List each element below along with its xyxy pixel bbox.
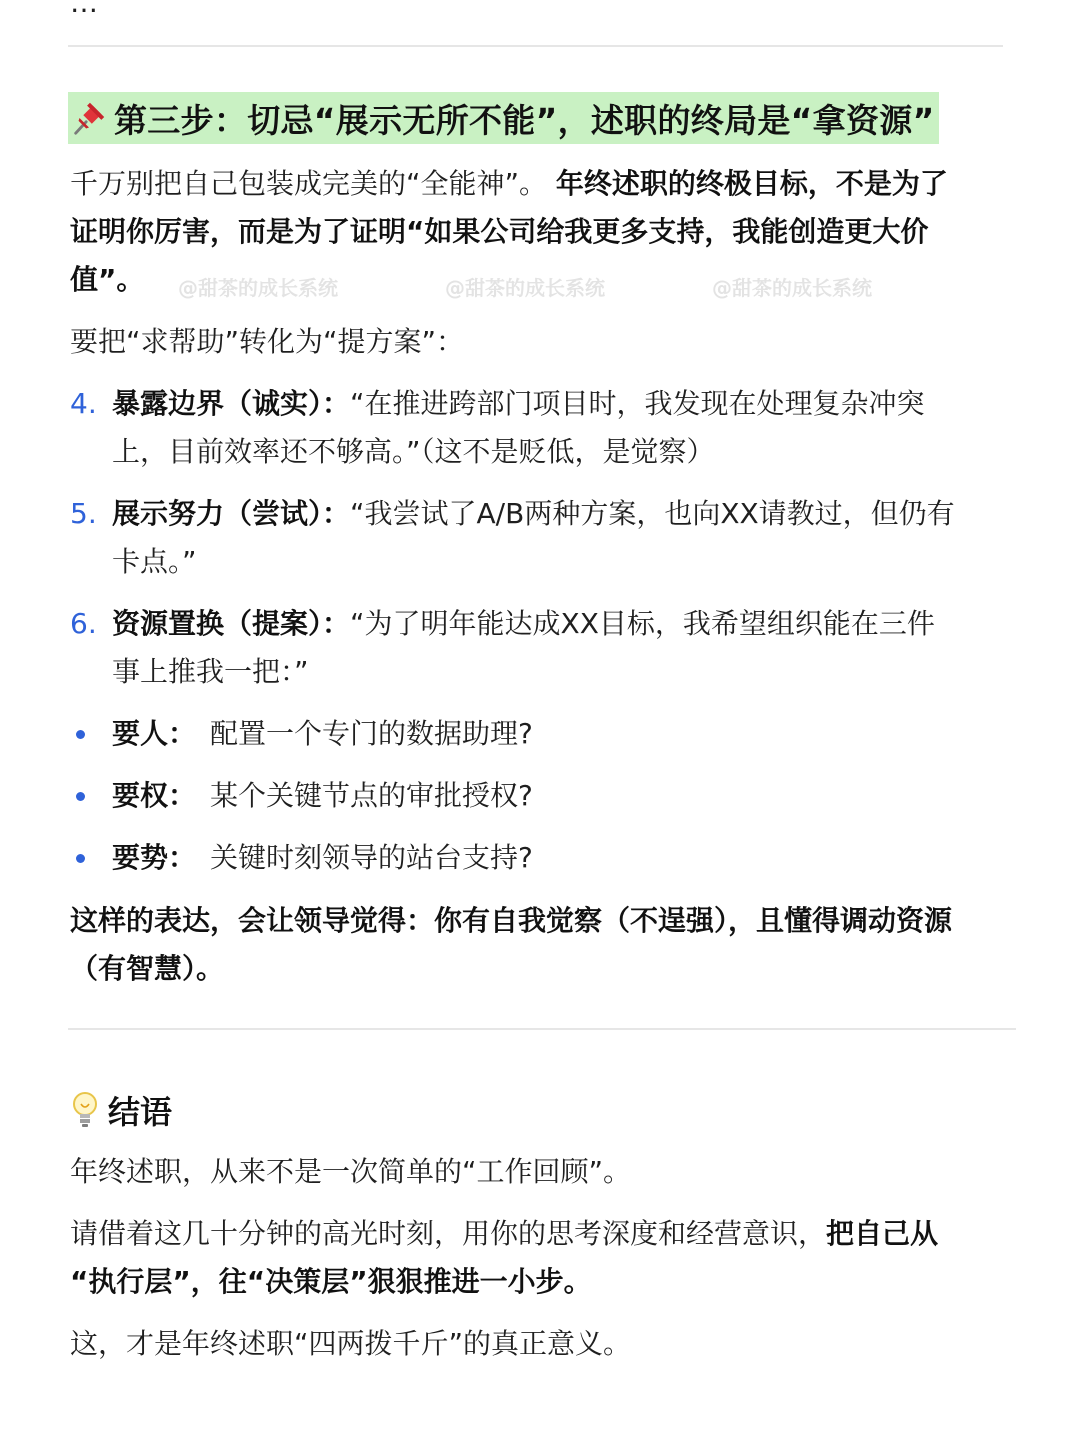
- item-line-1: “我尝试了A/B两种方案，也向XX请教过，但仍有: [350, 497, 955, 530]
- previous-text-fragment: …: [70, 0, 98, 19]
- conclusion-title: 结语: [108, 1093, 173, 1131]
- item-line-1: “在推进跨部门项目时，我发现在处理复杂冲突: [350, 387, 925, 420]
- bullet-label: 要人：: [112, 717, 197, 750]
- watermark-text: @甜茶的成长系统: [712, 276, 872, 300]
- numbered-item: [70, 380, 1015, 476]
- watermark-row: [0, 272, 1080, 304]
- intro-bold-text-3: 值”。: [70, 263, 145, 296]
- bullet-text: [112, 834, 533, 882]
- conclusion-heading: [70, 1086, 172, 1134]
- conclusion-paragraph-3: 这，才是年终述职“四两拨千斤”的真正意义。: [70, 1327, 632, 1360]
- lightbulb-icon: [70, 1090, 100, 1130]
- item-number: 5.: [70, 497, 97, 530]
- conclusion-paragraph-1: 年终述职，从来不是一次简单的“工作回顾”。: [70, 1155, 632, 1188]
- numbered-item: [70, 600, 1015, 696]
- item-number: 4.: [70, 387, 97, 420]
- intro-bold-text-2: 证明你厉害，而是为了证明“如果公司给我更多支持，我能创造更大价: [70, 215, 929, 248]
- intro-bold-text-1: 年终述职的终极目标，不是为了: [555, 167, 948, 200]
- bullet-value: 某个关键节点的审批授权?: [210, 779, 533, 812]
- item-line-2: 上，目前效率还不够高。”（这不是贬低，是觉察）: [112, 435, 715, 468]
- section-heading: 第三步：切忌“展示无所不能”，述职的终局是“拿资源”: [114, 100, 935, 140]
- bullet-value: 关键时刻领导的站台支持?: [210, 841, 533, 874]
- pushpin-icon: [70, 98, 108, 138]
- bullet-label: 要势：: [112, 841, 197, 874]
- bullet-item: [70, 834, 1015, 882]
- item-body: [112, 380, 1012, 476]
- item-line-2: 卡点。”: [112, 545, 197, 578]
- item-title: 资源置换（提案）：: [112, 607, 351, 640]
- transition-paragraph: 要把“求帮助”转化为“提方案”：: [70, 325, 465, 358]
- item-line-1: “为了明年能达成XX目标，我希望组织能在三件: [350, 607, 935, 640]
- bullet-text: [112, 772, 533, 820]
- bullet-value: 配置一个专门的数据助理?: [210, 717, 533, 750]
- divider-top: [68, 45, 1003, 47]
- conclusion-p2-bold-1: 把自己从: [826, 1217, 939, 1250]
- item-title: 暴露边界（诚实）：: [112, 387, 351, 420]
- watermark-text: @甜茶的成长系统: [445, 276, 605, 300]
- conclusion-paragraph-2: [70, 1210, 1015, 1306]
- item-body: [112, 600, 1012, 696]
- summary-paragraph: [70, 897, 1015, 993]
- summary-line-1: 这样的表达，会让领导觉得：你有自我觉察（不逞强），且懂得调动资源: [70, 904, 953, 937]
- bullet-dot: [76, 792, 85, 801]
- bullet-dot: [76, 854, 85, 863]
- item-number: 6.: [70, 607, 97, 640]
- bullet-text: [112, 710, 533, 758]
- summary-line-2: （有智慧）。: [70, 952, 225, 985]
- intro-text: 千万别把自己包装成完美的“全能神”。: [70, 167, 548, 200]
- divider-section: [68, 1028, 1016, 1030]
- conclusion-p2-text: 请借着这几十分钟的高光时刻，用你的思考深度和经营意识，: [70, 1217, 827, 1250]
- bullet-item: [70, 710, 1015, 758]
- item-body: [112, 490, 1012, 586]
- item-title: 展示努力（尝试）：: [112, 497, 351, 530]
- bullet-dot: [76, 730, 85, 739]
- numbered-item: [70, 490, 1015, 586]
- bullet-label: 要权：: [112, 779, 197, 812]
- bullet-item: [70, 772, 1015, 820]
- conclusion-p2-bold-2: “执行层”，往“决策层”狠狠推进一小步。: [70, 1265, 592, 1298]
- item-line-2: 事上推我一把：”: [112, 655, 309, 688]
- watermark-text: @甜茶的成长系统: [178, 276, 338, 300]
- section-heading-highlight: [68, 92, 939, 144]
